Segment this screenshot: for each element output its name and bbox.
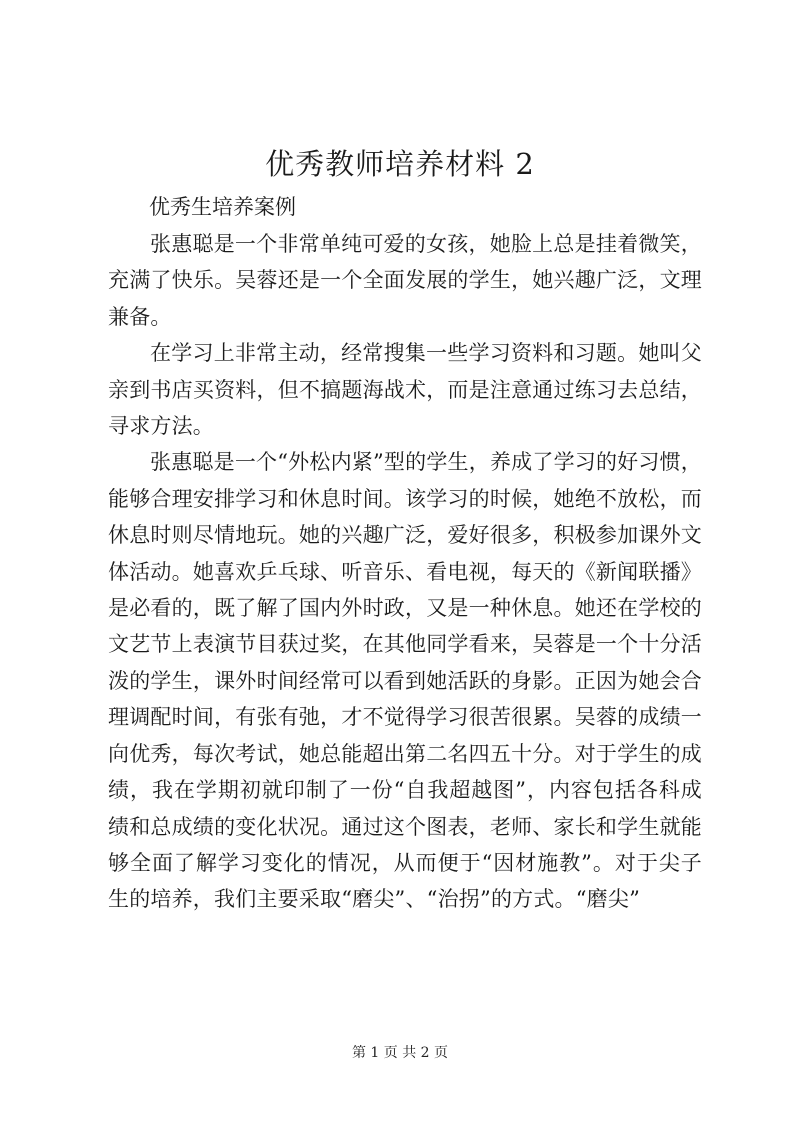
document-subtitle: 优秀生培养案例: [149, 195, 296, 219]
document-title: 优秀教师培养材料 2: [265, 147, 535, 181]
page-footer: 第 1 页 共 2 页: [351, 1045, 449, 1061]
paragraph-3: 张惠聪是一个“外松内紧”型的学生，养成了学习的好习惯，能够合理安排学习和休息时间。该学习的时候，她绝不放松，而休息时则尽情地玩。她的兴趣广泛，爱好很多，积极参加课外文体活动。她喜欢乒乓球、听音乐、看电视，每天的《新闻联播》是必看的，既了解了国内外时政，又是一种休息。她还在学校的文艺节上表演节目获过奖，在其他同学看来，吴蓉是一个十分活泼的学生，课外时间经常可以看到她活跃的身影。正因为她会合理调配时间，有张有弛，才不觉得学习很苦很累。吴蓉的成绩一向优秀，每次考试，她总能超出第二名四五十分。对于学生的成绩，我在学期初就印制了一份“自我超越图”，内容包括各科成绩和总成绩的变化状况。通过这个图表，老师、家长和学生就能够全面了解学习变化的情况，从而便于“因材施教”。对于尖子生的培养，我们主要采取“磨尖”、“治拐”的方式。“磨尖”: [108, 450, 702, 912]
paragraph-2: 在学习上非常主动，经常搜集一些学习资料和习题。她叫父亲到书店买资料，但不搞题海战术，而是注意通过练习去总结，寻求方法。: [108, 341, 702, 439]
paragraph-1: 张惠聪是一个非常单纯可爱的女孩，她脸上总是挂着微笑，充满了快乐。吴蓉还是一个全面发展的学生，她兴趣广泛，文理兼备。: [108, 232, 702, 329]
document-body: [108, 226, 702, 918]
